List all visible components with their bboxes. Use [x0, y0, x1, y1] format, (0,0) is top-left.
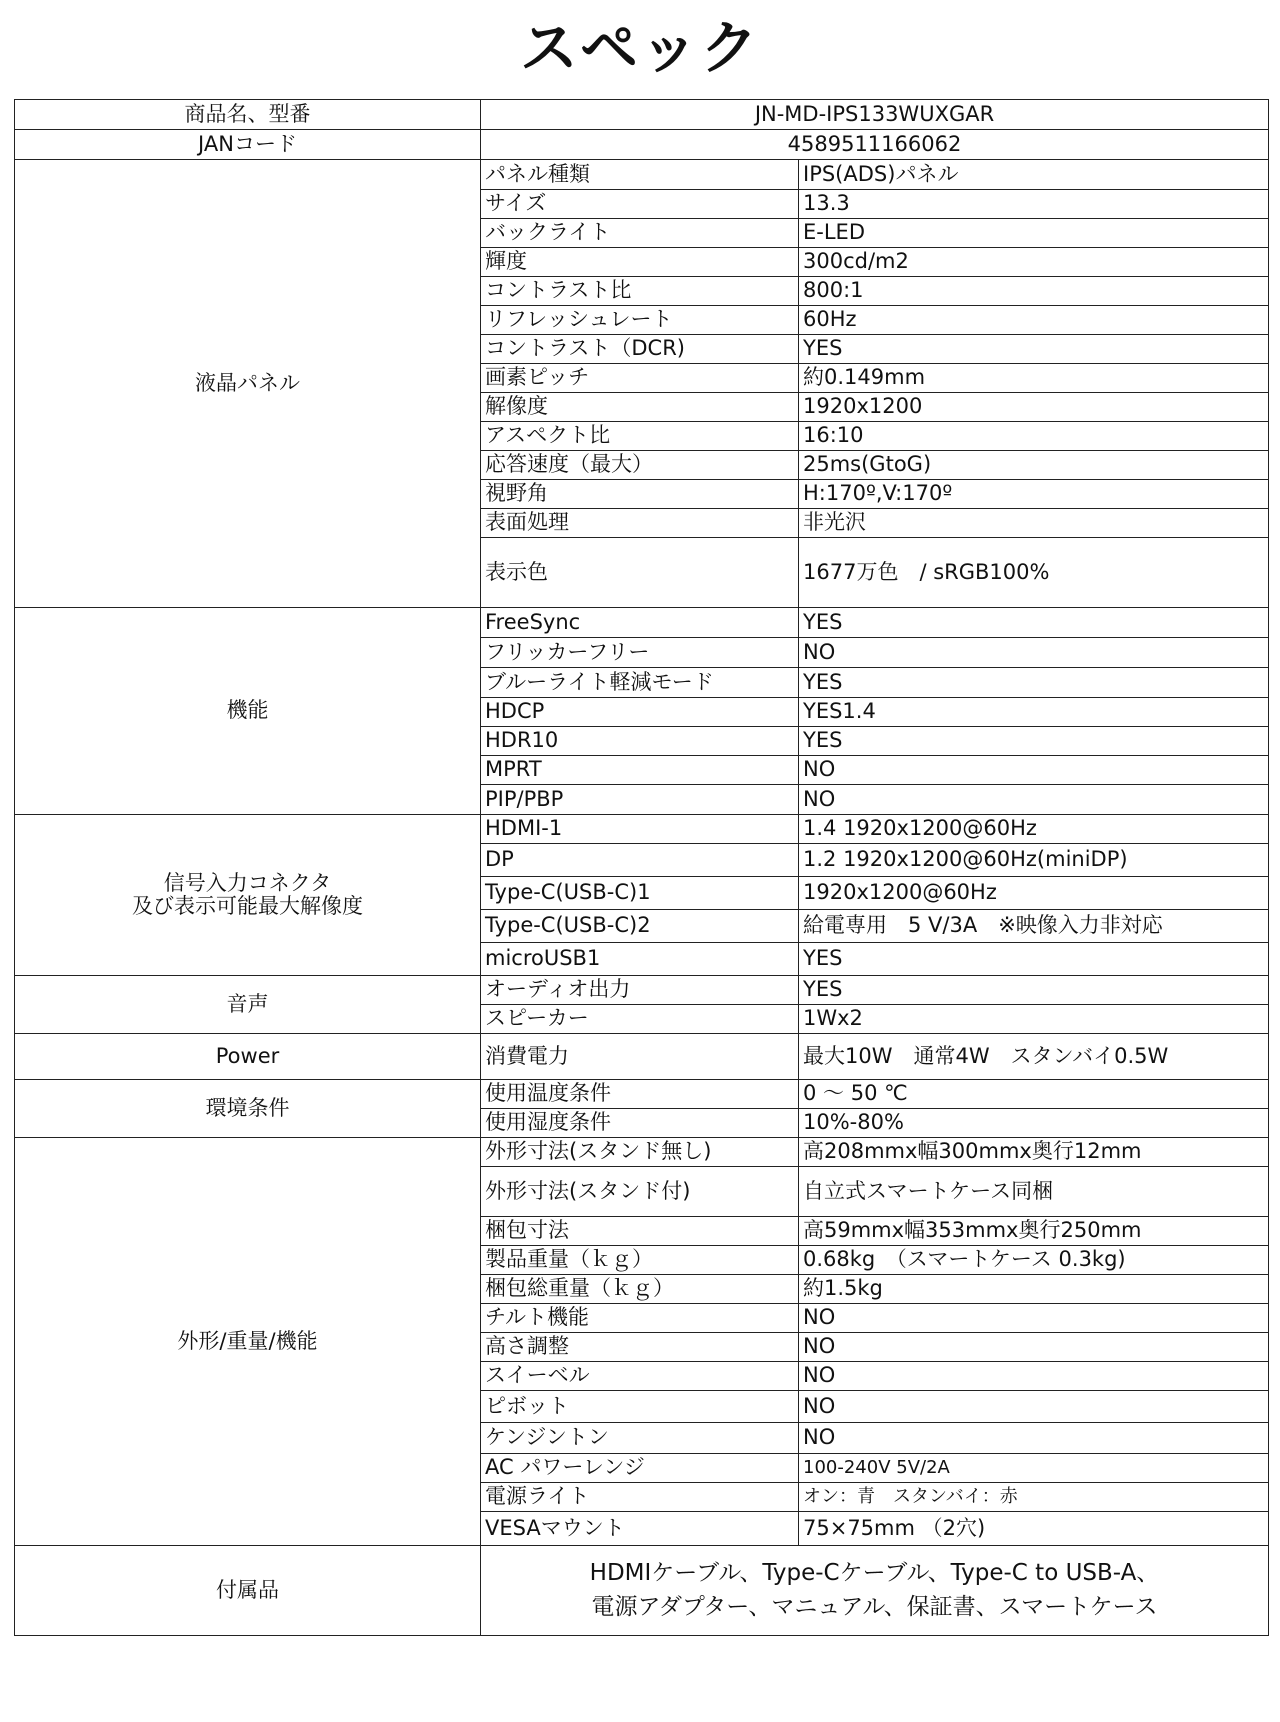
spec-value: 約0.149mm	[799, 364, 1269, 393]
spec-value: NO	[799, 638, 1269, 668]
spec-key: オーディオ出力	[481, 976, 799, 1005]
spec-key: HDMI-1	[481, 815, 799, 844]
spec-value: YES	[799, 668, 1269, 698]
spec-value: 1677万色 / sRGB100%	[799, 538, 1269, 608]
spec-key: 高さ調整	[481, 1333, 799, 1362]
spec-value: 300cd/m2	[799, 248, 1269, 277]
accessories-line: 電源アダプター、マニュアル、保証書、スマートケース	[591, 1593, 1158, 1620]
spec-key: バックライト	[481, 219, 799, 248]
spec-key: microUSB1	[481, 943, 799, 976]
spec-key: 梱包総重量（ｋｇ）	[481, 1275, 799, 1304]
spec-key: VESAマウント	[481, 1512, 799, 1546]
spec-key: 使用湿度条件	[481, 1109, 799, 1138]
spec-key: 製品重量（ｋｇ）	[481, 1246, 799, 1275]
spec-value: 高59mmx幅353mmx奥行250mm	[799, 1217, 1269, 1246]
jan-row	[15, 130, 1269, 160]
category-cell	[15, 1034, 481, 1080]
spec-key: Type-C(USB-C)2	[481, 910, 799, 943]
spec-key: FreeSync	[481, 608, 799, 638]
spec-key: 表面処理	[481, 509, 799, 538]
spec-key: スイーベル	[481, 1362, 799, 1391]
model-row	[15, 100, 1269, 130]
spec-value: NO	[799, 1333, 1269, 1362]
category-label: 信号入力コネクタ	[163, 870, 332, 895]
spec-key: 輝度	[481, 248, 799, 277]
spec-value: NO	[799, 756, 1269, 785]
category-cell	[15, 815, 481, 976]
spec-key: 梱包寸法	[481, 1217, 799, 1246]
spec-key: 視野角	[481, 480, 799, 509]
spec-value: E-LED	[799, 219, 1269, 248]
spec-key: パネル種類	[481, 160, 799, 190]
model-label: 商品名、型番	[15, 100, 481, 130]
jan-label: JANコード	[15, 130, 481, 160]
spec-value: 非光沢	[799, 509, 1269, 538]
spec-value: IPS(ADS)パネル	[799, 160, 1269, 190]
spec-key: 画素ピッチ	[481, 364, 799, 393]
spec-key: MPRT	[481, 756, 799, 785]
spec-row	[15, 1080, 1269, 1109]
spec-value: 25ms(GtoG)	[799, 451, 1269, 480]
spec-value: 1Wx2	[799, 1005, 1269, 1034]
spec-key: HDCP	[481, 698, 799, 727]
accessories-line: HDMIケーブル、Type-Cケーブル、Type-C to USB-A、	[589, 1560, 1160, 1587]
spec-key: HDR10	[481, 727, 799, 756]
spec-key: スピーカー	[481, 1005, 799, 1034]
category-cell	[15, 160, 481, 608]
spec-key: 表示色	[481, 538, 799, 608]
spec-key: 応答速度（最大）	[481, 451, 799, 480]
spec-value: NO	[799, 1391, 1269, 1423]
spec-value: 100-240V 5V/2A	[799, 1454, 1269, 1483]
category-cell	[15, 1138, 481, 1546]
spec-value: 0.68kg （スマートケース 0.3kg)	[799, 1246, 1269, 1275]
spec-row	[15, 1138, 1269, 1167]
spec-value: NO	[799, 785, 1269, 815]
spec-key: AC パワーレンジ	[481, 1454, 799, 1483]
spec-value: YES	[799, 608, 1269, 638]
spec-key: フリッカーフリー	[481, 638, 799, 668]
spec-value: 13.3	[799, 190, 1269, 219]
spec-value: オン：青 スタンバイ：赤	[799, 1483, 1269, 1512]
category-label: 液晶パネル	[195, 370, 300, 395]
category-label: 音声	[226, 991, 269, 1016]
spec-value: YES	[799, 335, 1269, 364]
spec-value: 60Hz	[799, 306, 1269, 335]
spec-key: リフレッシュレート	[481, 306, 799, 335]
spec-table-body	[15, 100, 1269, 1636]
spec-value: 1.2 1920x1200@60Hz(miniDP)	[799, 844, 1269, 877]
spec-key: コントラスト（DCR)	[481, 335, 799, 364]
spec-value: 75×75mm （2穴)	[799, 1512, 1269, 1546]
spec-value: NO	[799, 1362, 1269, 1391]
spec-value: 0 ～ 50 ℃	[799, 1080, 1269, 1109]
spec-value: 1.4 1920x1200@60Hz	[799, 815, 1269, 844]
spec-row	[15, 815, 1269, 844]
spec-value: YES1.4	[799, 698, 1269, 727]
spec-value: NO	[799, 1304, 1269, 1333]
category-cell	[15, 1080, 481, 1138]
category-cell	[15, 608, 481, 815]
page-title: スペック	[519, 14, 760, 82]
spec-value: 1920x1200@60Hz	[799, 877, 1269, 910]
spec-value: YES	[799, 727, 1269, 756]
spec-value: 10%-80%	[799, 1109, 1269, 1138]
spec-key: 電源ライト	[481, 1483, 799, 1512]
spec-key: コントラスト比	[481, 277, 799, 306]
category-label: 環境条件	[205, 1095, 290, 1120]
spec-value: 高208mmx幅300mmx奥行12mm	[799, 1138, 1269, 1167]
spec-key: PIP/PBP	[481, 785, 799, 815]
spec-value: YES	[799, 943, 1269, 976]
spec-key: ブルーライト軽減モード	[481, 668, 799, 698]
accessories-value	[481, 1546, 1269, 1636]
accessories-row	[15, 1546, 1269, 1636]
spec-value: NO	[799, 1423, 1269, 1454]
spec-value: H:170º,V:170º	[799, 480, 1269, 509]
spec-value: 最大10W 通常4W スタンバイ0.5W	[799, 1034, 1269, 1080]
category-label: 及び表示可能最大解像度	[132, 894, 363, 918]
spec-value: 1920x1200	[799, 393, 1269, 422]
category-cell	[15, 976, 481, 1034]
spec-key: 使用温度条件	[481, 1080, 799, 1109]
spec-key: ピボット	[481, 1391, 799, 1423]
spec-row	[15, 1034, 1269, 1080]
category-label: 機能	[226, 698, 269, 723]
accessories-label: 付属品	[15, 1546, 481, 1636]
spec-value: 16:10	[799, 422, 1269, 451]
spec-value: 自立式スマートケース同梱	[799, 1167, 1269, 1217]
spec-key: アスペクト比	[481, 422, 799, 451]
spec-row	[15, 160, 1269, 190]
spec-value: 800:1	[799, 277, 1269, 306]
spec-key: 外形寸法(スタンド付)	[481, 1167, 799, 1217]
model-value: JN-MD-IPS133WUXGAR	[481, 100, 1269, 130]
category-label: 外形/重量/機能	[177, 1328, 318, 1353]
category-label: Power	[215, 1043, 280, 1068]
spec-row	[15, 608, 1269, 638]
spec-key: サイズ	[481, 190, 799, 219]
spec-value: 給電専用 5 V/3A ※映像入力非対応	[799, 910, 1269, 943]
spec-key: ケンジントン	[481, 1423, 799, 1454]
spec-key: 消費電力	[481, 1034, 799, 1080]
spec-key: DP	[481, 844, 799, 877]
spec-row	[15, 976, 1269, 1005]
spec-value: 約1.5kg	[799, 1275, 1269, 1304]
spec-key: 解像度	[481, 393, 799, 422]
spec-key: Type-C(USB-C)1	[481, 877, 799, 910]
spec-table	[14, 99, 1269, 1636]
spec-value: YES	[799, 976, 1269, 1005]
spec-key: 外形寸法(スタンド無し)	[481, 1138, 799, 1167]
spec-key: チルト機能	[481, 1304, 799, 1333]
jan-value: 4589511166062	[481, 130, 1269, 160]
